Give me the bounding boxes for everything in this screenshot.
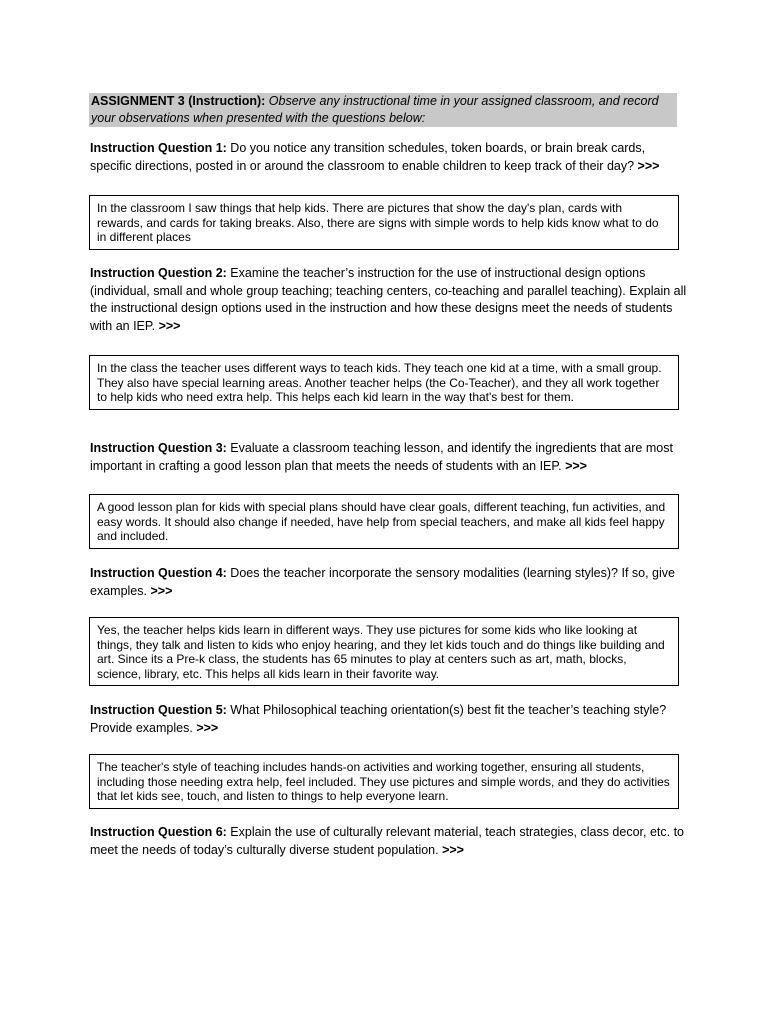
answer-4-box: [89, 617, 679, 686]
answer-2-text: In the class the teacher uses different ways to teach kids. They teach one kid at a time, with a small group. They also have special learning areas. Another teacher helps (the Co-Teacher), and they all work together to help kids who need extra help. This helps each kid learn in the way that's best for them.: [97, 361, 662, 404]
answer-1-text: In the classroom I saw things that help kids. There are pictures that show the day's plan, cards with rewards, and cards for taking breaks. Also, there are signs with simple words to help kids know what to do in different places: [97, 201, 659, 244]
answer-3-text: A good lesson plan for kids with special plans should have clear goals, different teaching, fun activities, and easy words. It should also change if needed, have help from special teachers, and make all kids feel happy and included.: [97, 500, 666, 543]
question-1: [90, 140, 690, 175]
question-5-text: What Philosophical teaching orientation(s) best fit the teacher’s teaching style? Provide examples.: [90, 703, 667, 735]
assignment-header: [89, 93, 677, 127]
assignment-instructions: Observe any instructional time in your assigned classroom, and record your observations when presented with the questions below:: [91, 94, 659, 125]
question-4-label: Instruction Question 4:: [90, 566, 227, 580]
question-5-marker: >>>: [196, 720, 219, 735]
answer-5-box: [89, 754, 679, 809]
answer-5-text: The teacher's style of teaching includes hands-on activities and working together, ensuring all students, including those needing extra help, feel included. They use pictures and simple words, and they do activities that let kids see, touch, and listen to things to help everyone learn.: [97, 760, 670, 803]
question-6: [90, 824, 690, 859]
assignment-title: ASSIGNMENT 3 (Instruction):: [91, 94, 266, 108]
question-5-label: Instruction Question 5:: [90, 703, 227, 717]
question-1-label: Instruction Question 1:: [90, 141, 227, 155]
answer-2-box: [89, 355, 679, 410]
answer-4-text: Yes, the teacher helps kids learn in different ways. They use pictures for some kids who like looking at things, they talk and listen to kids who enjoy hearing, and they let kids touch and do things like building and art. Since its a Pre-k class, the students has 65 minutes to play at centers such as art, math, blocks, science, library, etc. This helps all kids learn in their favorite way.: [97, 623, 665, 681]
question-2-marker: >>>: [158, 318, 181, 333]
question-4: [90, 565, 690, 600]
question-6-marker: >>>: [442, 842, 464, 857]
question-4-text: Does the teacher incorporate the sensory modalities (learning styles)? If so, give examples.: [90, 566, 675, 598]
answer-1-box: [89, 195, 679, 250]
answer-3-box: [89, 494, 679, 549]
question-5: [90, 702, 690, 737]
question-6-label: Instruction Question 6:: [90, 825, 227, 839]
question-1-marker: >>>: [637, 158, 660, 173]
question-3-text: Evaluate a classroom teaching lesson, and identify the ingredients that are most important in crafting a good lesson plan that meets the needs of students with an IEP.: [90, 441, 673, 473]
question-2-label: Instruction Question 2:: [90, 266, 227, 280]
question-3-marker: >>>: [565, 458, 587, 473]
question-6-text: Explain the use of culturally relevant material, teach strategies, class decor, etc. to meet the needs of today’s culturally diverse student population.: [90, 825, 684, 857]
question-2: [90, 265, 690, 335]
question-2-text: Examine the teacher’s instruction for the use of instructional design options (individual, small and whole group teaching; teaching centers, co-teaching and parallel teaching). Explain all the instructional design options used in the instruction and how these designs meet the needs of students with an IEP.: [90, 266, 687, 333]
question-3: [90, 440, 690, 475]
question-1-text: Do you notice any transition schedules, token boards, or brain break cards, specific directions, posted in or around the classroom to enable children to keep track of their day?: [90, 141, 646, 173]
question-3-label: Instruction Question 3:: [90, 441, 227, 455]
question-4-marker: >>>: [150, 583, 173, 598]
